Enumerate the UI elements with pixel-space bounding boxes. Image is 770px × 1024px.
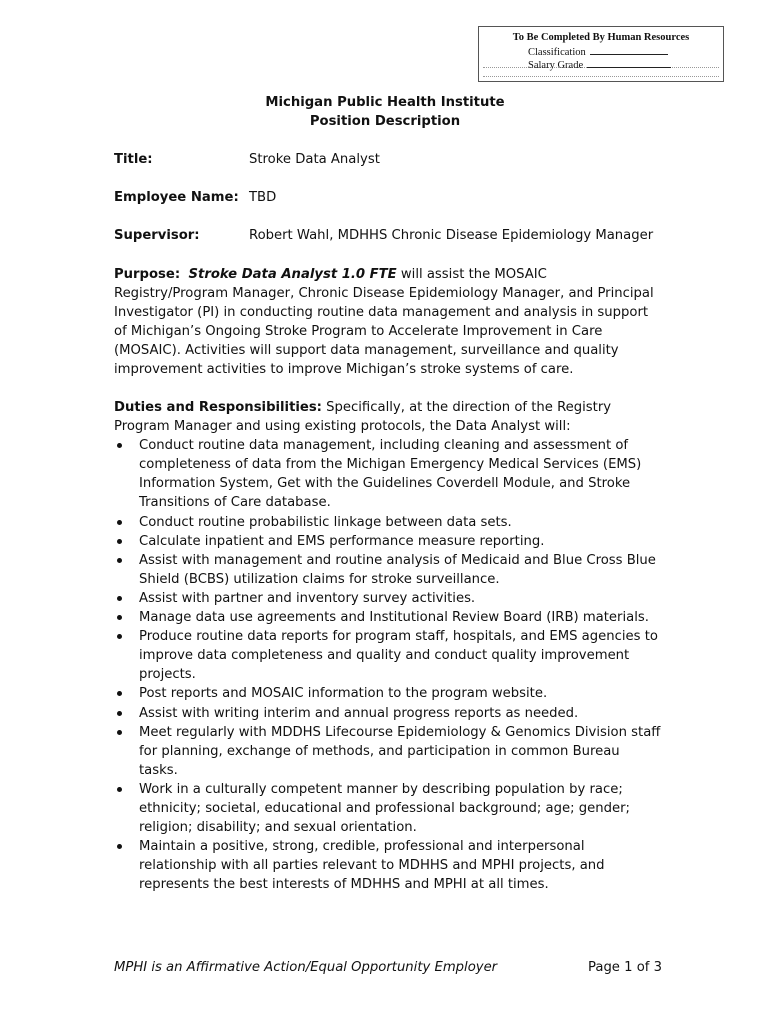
bullet-icon: [117, 520, 122, 525]
hr-completion-box: [478, 26, 724, 82]
purpose-role: Stroke Data Analyst 1.0 FTE: [188, 267, 397, 282]
classification-blank: [590, 44, 668, 55]
list-item: [114, 780, 662, 837]
duties-section: [114, 398, 662, 894]
hr-box-title: To Be Completed By Human Resources: [512, 32, 690, 43]
list-item: [114, 837, 662, 894]
employee-name-value: TBD: [249, 190, 277, 205]
page-number: Page 1 of 3: [588, 960, 662, 975]
list-item: [114, 627, 662, 684]
list-item: [114, 589, 662, 608]
bullet-icon: [117, 443, 122, 448]
list-item: [114, 684, 662, 703]
duty-text: Assist with management and routine analysis of Medicaid and Blue Cross Blue Shield (BCBS) utilization claims for stroke surveillance.: [139, 552, 656, 587]
list-item: [114, 551, 662, 589]
list-item: [114, 704, 662, 723]
list-item: [114, 532, 662, 551]
employee-name-label: Employee Name:: [114, 190, 239, 205]
organization-title: Michigan Public Health Institute: [265, 95, 505, 110]
duty-text: Meet regularly with MDDHS Lifecourse Epidemiology & Genomics Division staff for planning, exchange of methods, and participation in common Bureau tasks.: [139, 724, 661, 778]
purpose-label: Purpose:: [114, 267, 181, 282]
duty-text: Calculate inpatient and EMS performance measure reporting.: [139, 533, 545, 549]
list-item: [114, 513, 662, 532]
salary-grade-blank: [587, 57, 671, 68]
purpose-text: will assist the MOSAIC Registry/Program Manager, Chronic Disease Epidemiology Manager, and Principal Investigator (PI) in conducting routine data management and analysis in support of Michigan’s Ongoing Stroke Program to Accelerate Improvement in Care (MOSAIC). Activities will support data management, surveillance and quality improvement activities to improve Michigan’s stroke systems of care.: [114, 267, 654, 378]
salary-grade-row: [528, 57, 671, 72]
title-label: Title:: [114, 152, 153, 167]
duties-intro-paragraph: [114, 398, 662, 436]
duty-text: Produce routine data reports for program staff, hospitals, and EMS agencies to improve data completeness and quality and conduct quality improvement projects.: [139, 629, 658, 683]
bullet-icon: [117, 844, 122, 849]
bullet-icon: [117, 596, 122, 601]
purpose-paragraph: [114, 265, 662, 380]
duties-list: [114, 436, 662, 894]
duty-text: Assist with writing interim and annual progress reports as needed.: [139, 705, 579, 721]
duty-text: Manage data use agreements and Institutional Review Board (IRB) materials.: [139, 610, 649, 626]
bullet-icon: [117, 730, 122, 735]
list-item: [114, 608, 662, 627]
supervisor-value: Robert Wahl, MDHHS Chronic Disease Epidemiology Manager: [249, 228, 654, 243]
duty-text: Conduct routine probabilistic linkage between data sets.: [139, 514, 512, 530]
document-title: Position Description: [309, 114, 461, 129]
bullet-icon: [117, 615, 122, 620]
classification-label: Classification: [528, 47, 586, 58]
bullet-icon: [117, 634, 122, 639]
duty-text: Conduct routine data management, including cleaning and assessment of completeness of data from the Michigan Emergency Medical Services (EMS) Information System, Get with the Guidelines Coverdell Module, and Stroke Transitions of Care database.: [139, 438, 642, 511]
bullet-icon: [117, 787, 122, 792]
duties-label: Duties and Responsibilities:: [114, 400, 322, 415]
supervisor-label: Supervisor:: [114, 228, 200, 243]
eeo-statement: MPHI is an Affirmative Action/Equal Opportunity Employer: [114, 960, 498, 975]
duties-intro: Specifically, at the direction of the Registry Program Manager and using existing protocols, the Data Analyst will:: [114, 400, 612, 435]
list-item: [114, 723, 662, 780]
list-item: [114, 436, 662, 512]
duty-text: Work in a culturally competent manner by describing population by race; ethnicity; societal, educational and professional background; age; gender; religion; disability; and sexual orientation.: [139, 781, 630, 836]
salary-grade-label: Salary Grade: [528, 60, 584, 71]
duty-text: Post reports and MOSAIC information to the program website.: [139, 686, 548, 702]
duty-text: Maintain a positive, strong, credible, professional and interpersonal relationship with all parties relevant to MDHHS and MPHI projects, and represents the best interests of MDHHS and MPHI at all times.: [139, 839, 605, 893]
bullet-icon: [117, 539, 122, 544]
bullet-icon: [117, 711, 122, 716]
duty-text: Assist with partner and inventory survey activities.: [139, 590, 476, 606]
bullet-icon: [117, 691, 122, 696]
title-value: Stroke Data Analyst: [249, 152, 380, 167]
bullet-icon: [117, 558, 122, 563]
